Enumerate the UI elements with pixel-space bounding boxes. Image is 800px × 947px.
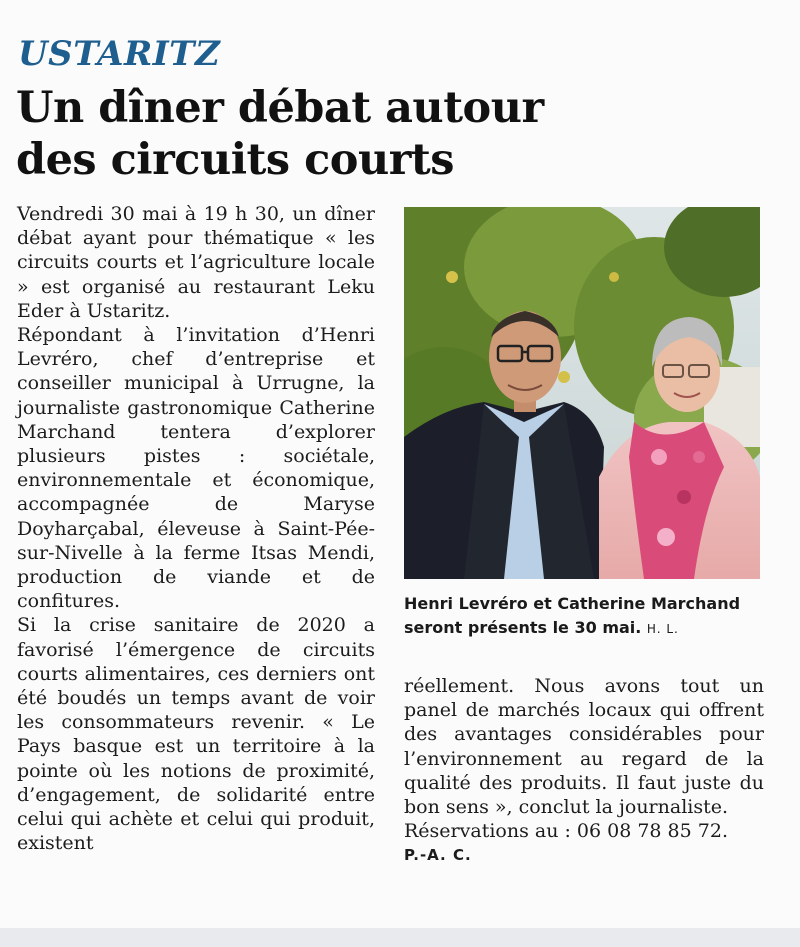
photo-caption [404,592,774,641]
section-kicker: USTARITZ [18,34,221,74]
article-column-right [404,674,764,868]
photo-credit: H. L. [646,622,679,636]
paragraph-1: Vendredi 30 mai à 19 h 30, un dîner débat ayant pour thématique « les circuits courts et l’agriculture locale » est organisé au restaurant Leku Eder à Ustaritz. [17,203,375,322]
paragraph-2: Répondant à l’invitation d’Henri Levréro, chef d’entreprise et conseiller municipal à Urrugne, la journaliste gastronomique Catherine Marchand tentera d’explorer plusieurs pistes : sociétale, environnementale et économique, accompagnée de Maryse Doyharçabal, éleveuse à Saint-Pée-sur-Nivelle à la ferme Itsas Mendi, production de viande et de confitures. [17,324,375,613]
reservation-line: Réservations au : 06 08 78 85 72. [404,820,728,843]
caption-line-1: Henri Levréro et Catherine Marchand [404,594,741,613]
headline-line-2: des circuits courts [16,135,454,185]
paragraph-3-continued: réellement. Nous avons tout un panel de marchés locaux qui offrent des avantages considérables pour l’environnement au regard de la qualité des produits. Il faut juste du bon sens », conclut la journaliste. [404,675,764,819]
bottom-band [0,928,800,947]
article-column-left [17,202,375,855]
article-photo [404,207,760,579]
caption-line-2: seront présents le 30 mai. [404,618,642,637]
caption-line-2-wrapper [404,616,774,641]
headline-line-1: Un dîner débat autour [16,83,544,133]
author-signature: P.-A. C. [404,846,472,865]
article-headline [16,82,776,186]
paragraph-3: Si la crise sanitaire de 2020 a favorisé l’émergence de circuits courts alimentaires, ces derniers ont été boudés un temps avant de voir les consommateurs revenir. « Le Pays basque est un territoire à la pointe où les notions de proximité, d’engagement, de solidarité entre celui qui achète et celui qui produit, existent [17,614,375,855]
